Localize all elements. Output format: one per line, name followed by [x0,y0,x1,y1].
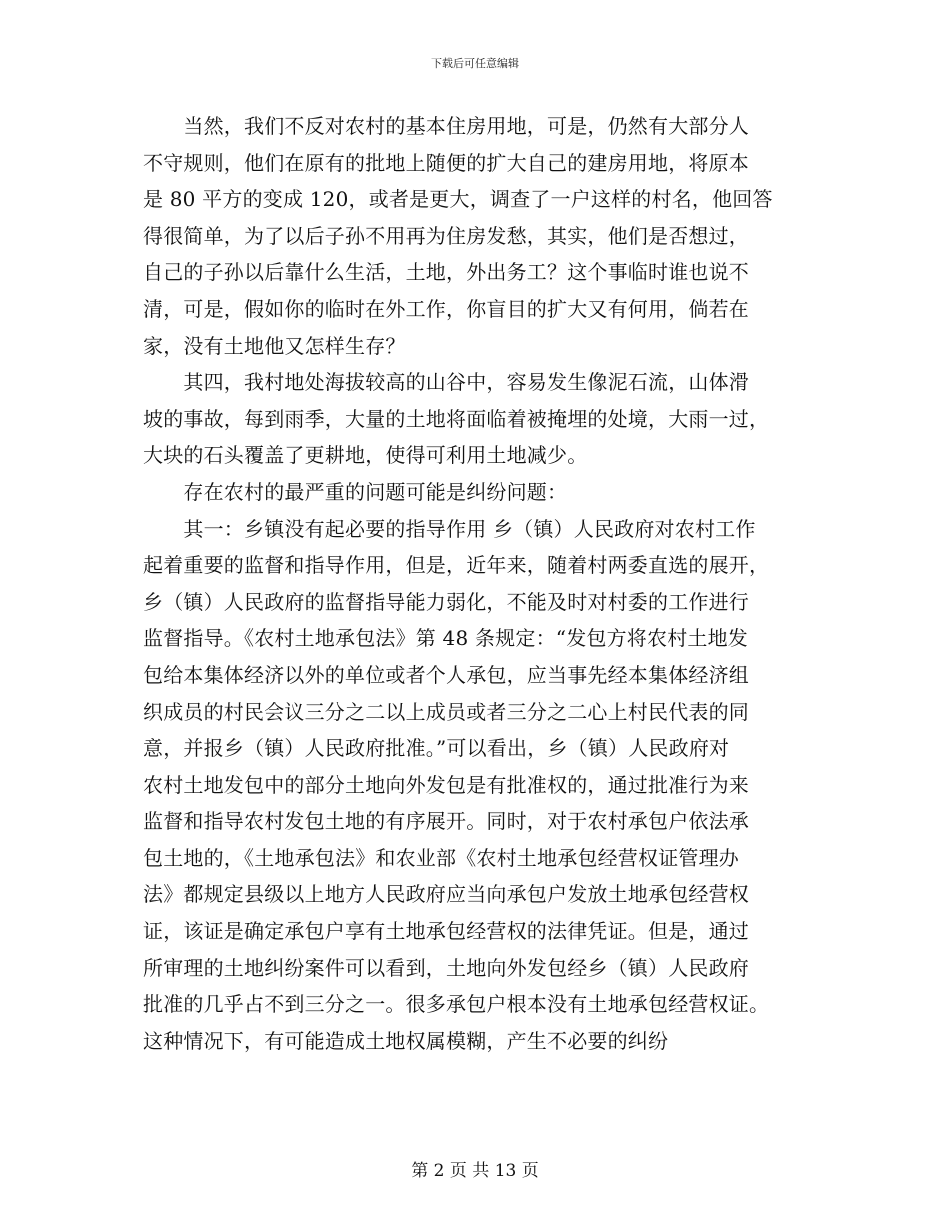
text-line: 意，并报乡（镇）人民政府批准。”可以看出，乡（镇）人民政府对 [143,736,730,761]
text-line: 存在农村的最严重的问题可能是纠纷问题： [143,479,568,504]
text-line: 其一：乡镇没有起必要的指导作用 乡（镇）人民政府对农村工作 [143,516,756,541]
text-line: 织成员的村民会议三分之二以上成员或者三分之二心上村民代表的同 [143,699,749,724]
text-line: 家，没有土地他又怎样生存？ [143,333,406,358]
text-line: 批准的几乎占不到三分之一。很多承包户根本没有土地承包经营权证。 [143,992,770,1017]
text-line: 这种情况下，有可能造成土地权属模糊，产生不必要的纠纷 [143,1028,669,1053]
text-line: 监督和指导农村发包土地的有序展开。同时，对于农村承包户依法承 [143,809,749,834]
text-line: 乡（镇）人民政府的监督指导能力弱化，不能及时对村委的工作进行 [143,589,749,614]
text-line: 得很简单，为了以后子孙不用再为住房发愁，其实，他们是否想过， [143,223,749,248]
text-line: 大块的石头覆盖了更耕地，使得可利用土地减少。 [143,443,588,468]
text-line: 监督指导。《农村土地承包法》第 48 条规定：“发包方将农村土地发 [143,626,748,651]
text-line: 当然，我们不反对农村的基本住房用地，可是，仍然有大部分人 [143,114,749,138]
text-line: 农村土地发包中的部分土地向外发包是有批准权的，通过批准行为来 [143,772,749,797]
text-line: 是 80 平方的变成 120，或者是更大，调查了一户这样的村名，他回答 [143,187,773,212]
text-line: 包土地的，《土地承包法》和农业部《农村土地承包经营权证管理办 [143,845,739,870]
text-line: 所审理的土地纠纷案件可以看到，土地向外发包经乡（镇）人民政府 [143,955,749,980]
text-line: 清，可是，假如你的临时在外工作，你盲目的扩大又有何用，倘若在 [143,296,749,321]
text-line: 证，该证是确定承包户享有土地承包经营权的法律凭证。但是，通过 [143,919,749,944]
text-line: 法》都规定县级以上地方人民政府应当向承包户发放土地承包经营权 [143,882,749,907]
text-line: 不守规则，他们在原有的批地上随便的扩大自己的建房用地，将原本 [143,150,749,175]
page-footer: 第 2 页 共 13 页 [411,1161,539,1181]
document-body [143,108,823,1059]
text-line: 包给本集体经济以外的单位或者个人承包，应当事先经本集体经济组 [143,662,749,687]
text-line: 其四，我村地处海拔较高的山谷中，容易发生像泥石流，山体滑 [143,370,749,395]
text-line: 自己的子孙以后靠什么生活，土地，外出务工？这个事临时谁也说不 [143,260,749,285]
text-line: 坡的事故，每到雨季，大量的土地将面临着被掩埋的处境，大雨一过， [143,406,770,431]
page-header: 下载后可任意编辑 [431,57,519,70]
text-line: 起着重要的监督和指导作用，但是，近年来，随着村两委直选的展开， [143,553,770,578]
